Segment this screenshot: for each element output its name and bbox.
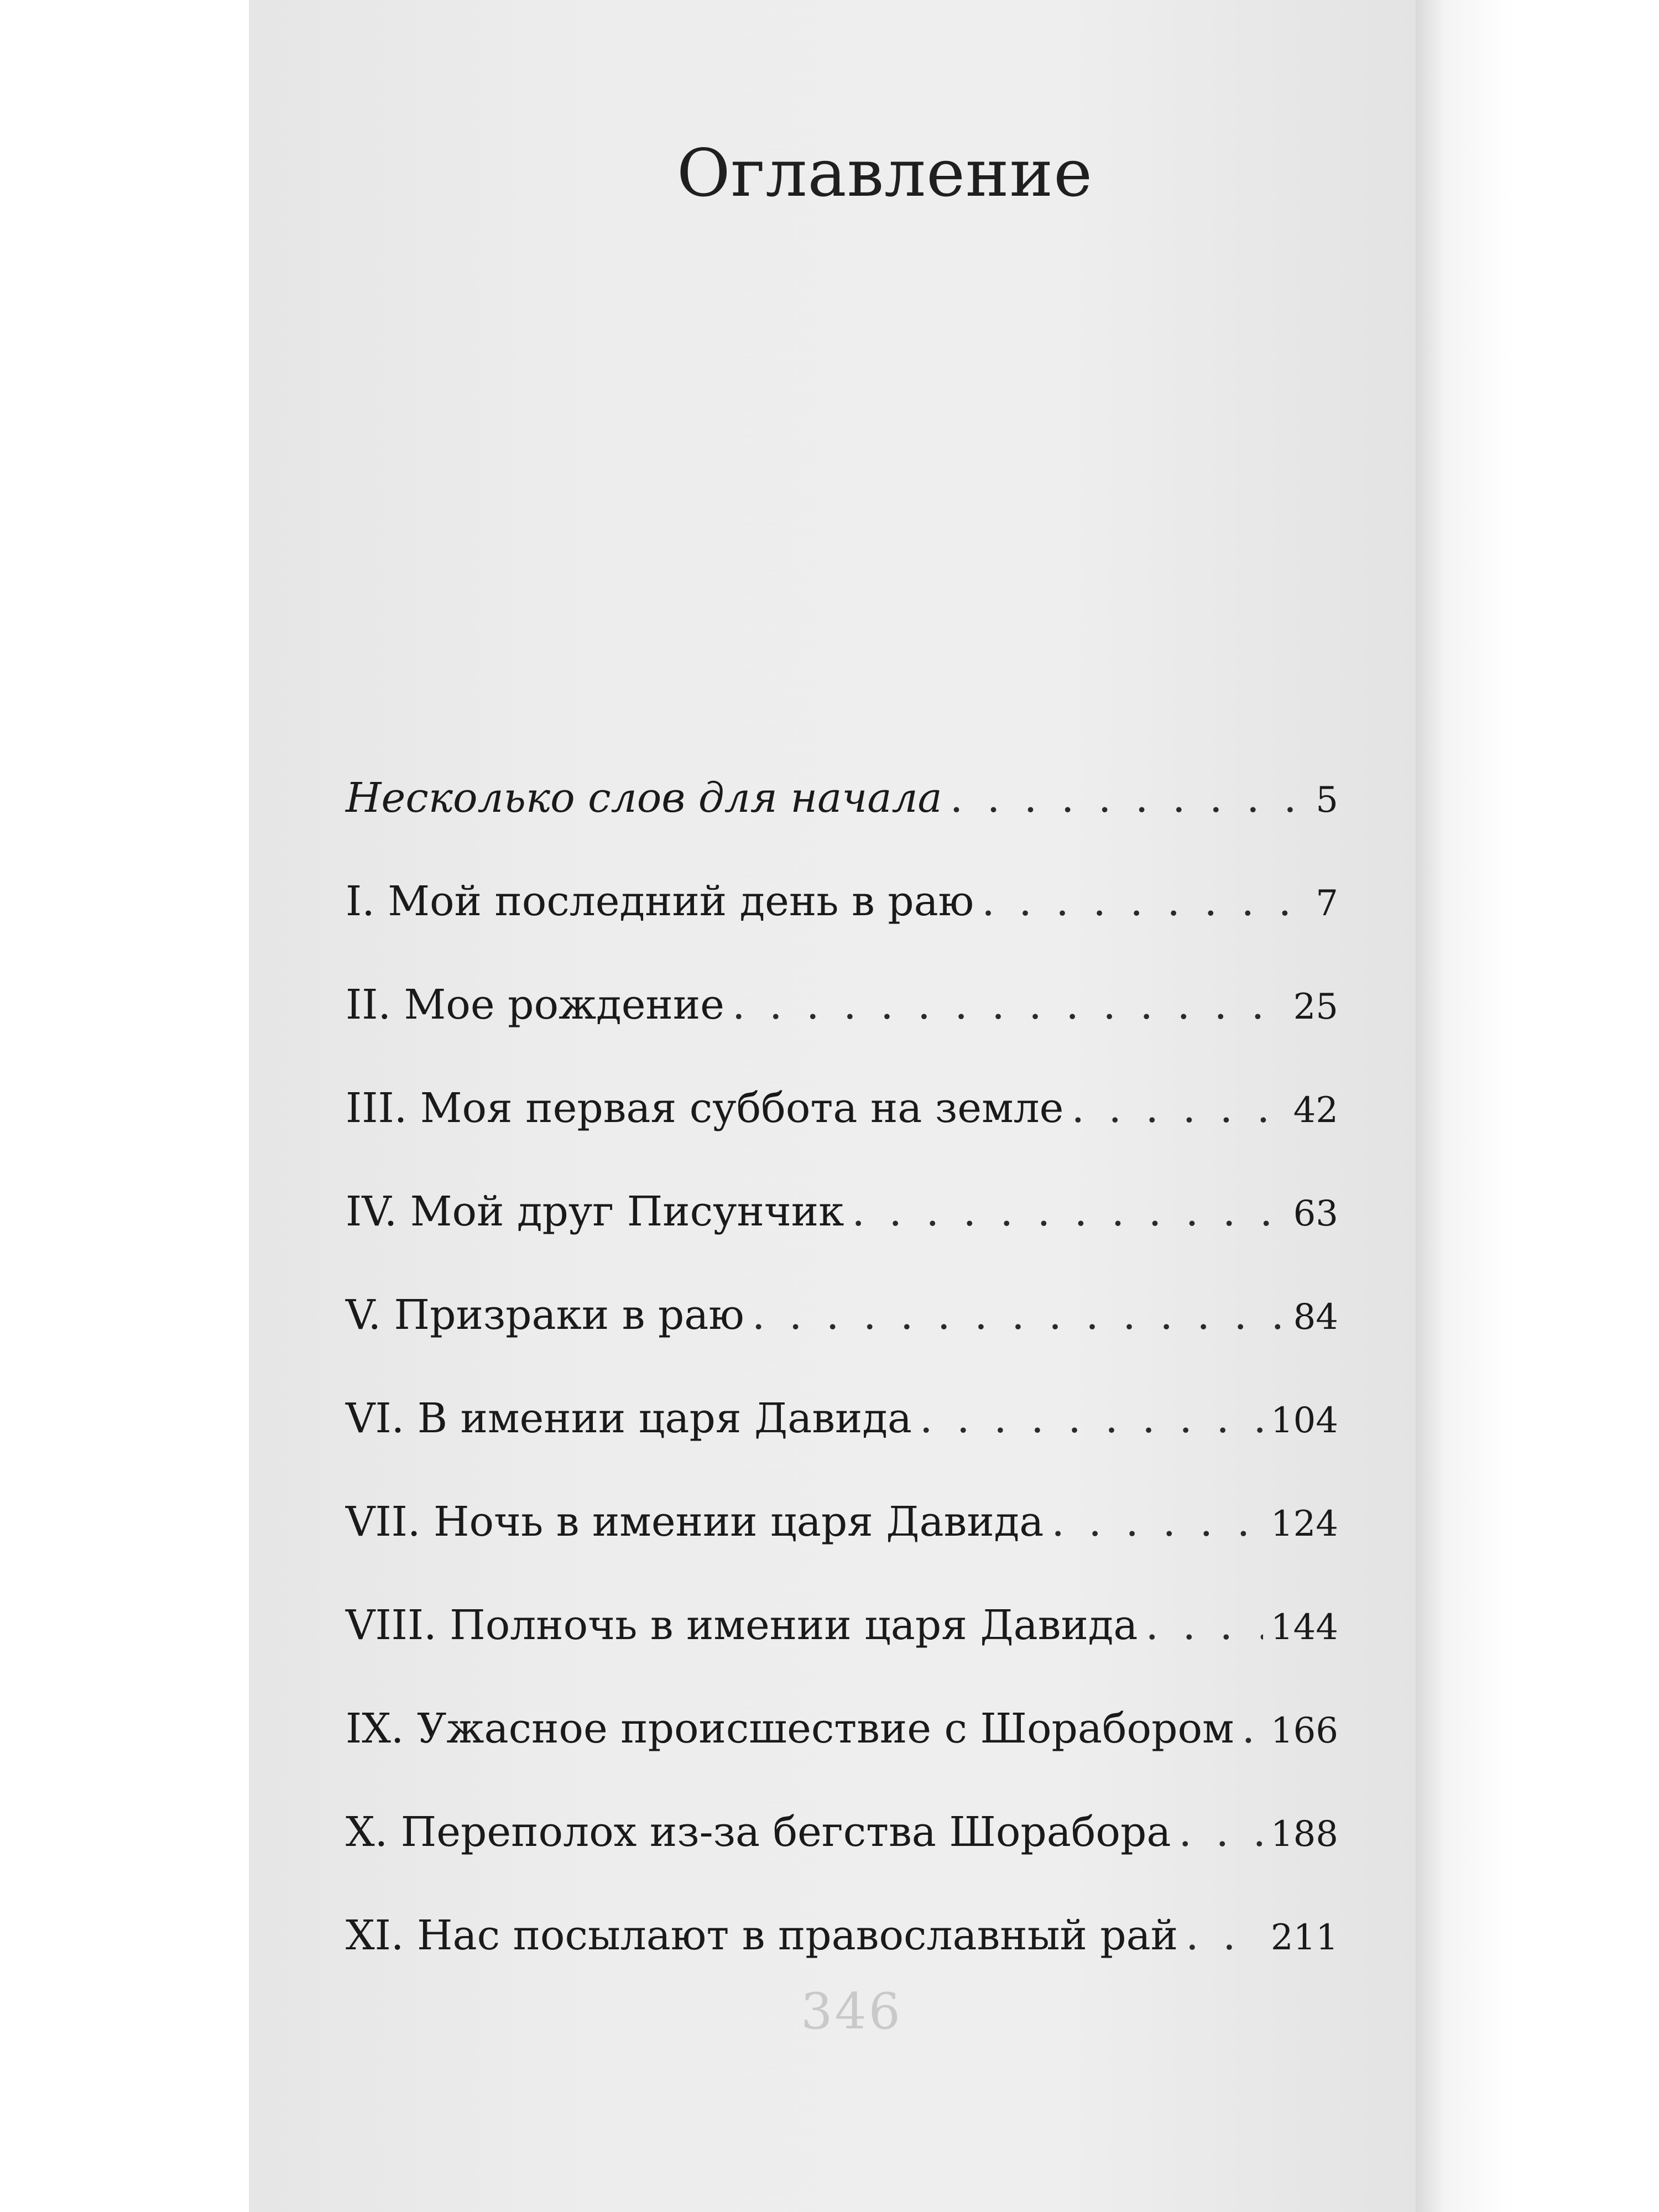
toc-entry-chapter-5 [346,1291,1338,1395]
toc-entry-label: VI. В имении царя Давида [346,1395,912,1442]
toc-entry-label: Несколько слов для начала [346,774,942,822]
toc-entry-label: X. Переполох из-за бегства Шорабора [346,1808,1171,1856]
toc-entry-page: 63 [1293,1193,1338,1234]
toc-entry-page: 124 [1270,1504,1338,1545]
toc-entry-label: II. Мое рождение [346,981,724,1029]
toc-leader-dots [1186,1912,1263,1959]
toc-leader-dots [1178,1808,1262,1856]
toc-entry-page: 188 [1270,1814,1338,1855]
toc-entry-page: 7 [1316,883,1338,924]
toc-entry-label: III. Моя первая суббота на земле [346,1084,1064,1132]
toc-entry-page: 25 [1293,987,1338,1027]
toc-entry-chapter-2 [346,981,1338,1084]
toc-entry-label: IV. Мой друг Писунчик [346,1188,844,1235]
toc-leader-dots [852,1188,1285,1235]
toc-entry-chapter-4 [346,1188,1338,1291]
toc-leader-dots [1242,1705,1263,1752]
toc-entry-page: 104 [1270,1400,1338,1441]
toc-entry-page: 144 [1270,1607,1338,1648]
page-number: 346 [801,1983,902,2041]
toc-leader-dots [982,878,1308,925]
toc-entry-chapter-8 [346,1601,1338,1705]
toc-entry-chapter-3 [346,1084,1338,1188]
toc-entry-chapter-6 [346,1395,1338,1498]
toc-entry-label: VII. Ночь в имении царя Давида [346,1498,1044,1546]
toc-leader-dots [920,1395,1263,1442]
toc-entry-page: 166 [1270,1710,1338,1751]
toc-leader-dots [1051,1498,1263,1546]
toc-entry-label: IX. Ужасное происшествие с Шорабором [346,1705,1234,1752]
toc-entry-page: 42 [1293,1090,1338,1131]
toc-leader-dots [950,774,1308,822]
toc-entry-label: V. Призраки в раю [346,1291,744,1339]
toc-entry-chapter-1 [346,878,1338,981]
toc-entry-chapter-9 [346,1705,1338,1808]
page-edge-shadow [1416,0,1659,2212]
toc-entry-label: I. Мой последний день в раю [346,878,974,925]
toc-entry-page: 84 [1293,1297,1338,1338]
toc-leader-dots [752,1291,1286,1339]
toc-entry-intro [346,774,1338,878]
page-title: Оглавление [676,135,1093,212]
toc-entry-label: VIII. Полночь в имении царя Давида [346,1601,1138,1649]
toc-leader-dots [1145,1601,1262,1649]
table-of-contents [346,774,1338,2015]
toc-entry-label: XI. Нас посылают в православный рай [346,1912,1178,1959]
toc-leader-dots [1071,1084,1285,1132]
toc-leader-dots [732,981,1286,1029]
toc-entry-page: 5 [1316,780,1338,821]
toc-entry-page: 211 [1270,1917,1338,1958]
toc-entry-chapter-7 [346,1498,1338,1601]
toc-entry-chapter-10 [346,1808,1338,1912]
